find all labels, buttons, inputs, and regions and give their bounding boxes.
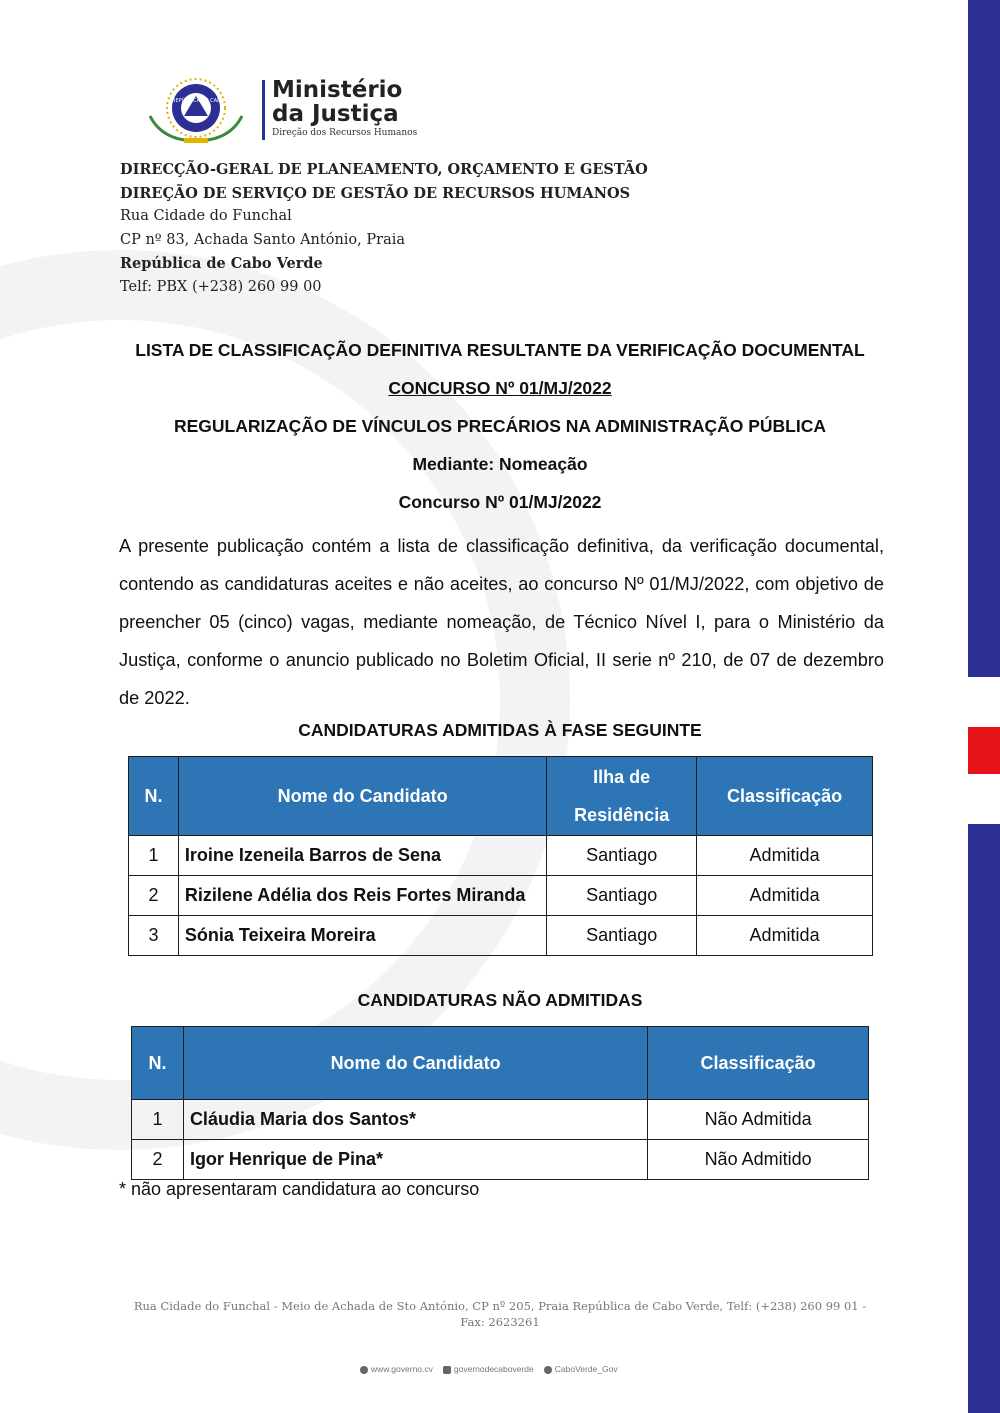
cell-n: 1: [129, 836, 179, 876]
logo-line-2: da Justiça: [272, 101, 399, 127]
address-line: Rua Cidade do Funchal: [120, 208, 292, 225]
facebook-label: governodecaboverde: [453, 1364, 534, 1374]
web-label: www.governo.cv: [371, 1364, 433, 1374]
cell-n: 3: [129, 916, 179, 956]
facebook-icon: [443, 1366, 451, 1374]
address-line: CP nº 83, Achada Santo António, Praia: [120, 231, 405, 248]
contest-reference-title: Concurso Nº 01/MJ/2022: [398, 492, 602, 512]
not-admitted-section-title: CANDIDATURAS NÃO ADMITIDAS: [357, 990, 643, 1010]
cell-island: Santiago: [547, 916, 697, 956]
table-row: [129, 876, 873, 916]
address-line: DIREÇÃO DE SERVIÇO DE GESTÃO DE RECURSOS HUMANOS: [120, 184, 631, 202]
admitted-table: [128, 756, 873, 956]
cell-classification: Admitida: [697, 916, 873, 956]
contest-number-title: CONCURSO Nº 01/MJ/2022: [388, 378, 612, 398]
cell-island: Santiago: [547, 876, 697, 916]
page-footer-address: Rua Cidade do Funchal - Meio de Achada de Sto António, CP nº 205, Praia República de Cabo Verde, Telf: (+238) 260 99 01 - Fax: 2623261: [133, 1299, 867, 1329]
table-header-row: [132, 1027, 869, 1100]
social-links: [360, 1364, 618, 1374]
side-stripe-blue-bottom: [968, 824, 1000, 1413]
not-admitted-table: [131, 1026, 869, 1180]
header-name: Nome do Candidato: [183, 1027, 647, 1100]
logo-divider: [262, 80, 265, 140]
header-classification: Classificação: [648, 1027, 869, 1100]
table-row: [129, 916, 873, 956]
cell-island: Santiago: [547, 836, 697, 876]
table-row: [132, 1100, 869, 1140]
document-title: LISTA DE CLASSIFICAÇÃO DEFINITIVA RESULTANTE DA VERIFICAÇÃO DOCUMENTAL: [135, 340, 865, 360]
address-line: República de Cabo Verde: [120, 255, 323, 273]
cell-classification: Não Admitida: [648, 1100, 869, 1140]
globe-icon: [360, 1366, 368, 1374]
cell-name: Rizilene Adélia dos Reis Fortes Miranda: [178, 876, 546, 916]
method-title: Mediante: Nomeação: [412, 454, 588, 474]
cell-name: Igor Henrique de Pina*: [183, 1140, 647, 1180]
cell-name: Sónia Teixeira Moreira: [178, 916, 546, 956]
twitter-icon: [544, 1366, 552, 1374]
sender-address: [120, 158, 648, 300]
logo-line-1: Ministério: [272, 77, 403, 103]
cell-classification: Não Admitido: [648, 1140, 869, 1180]
svg-text:REPÚBLICA DE CABO VERDE: REPÚBLICA DE CABO VERDE: [172, 98, 243, 104]
header-n: N.: [132, 1027, 184, 1100]
cell-n: 2: [129, 876, 179, 916]
cell-name: Iroine Izeneila Barros de Sena: [178, 836, 546, 876]
intro-paragraph: A presente publicação contém a lista de classificação definitiva, da verificação documental, contendo as candidaturas aceites e não aceites, ao concurso Nº 01/MJ/2022, com objetivo de preencher 05 (cinco) vagas, mediante nomeação, de Técnico Nível I, para o Ministério da Justiça, conforme o anuncio publicado no Boletim Oficial, II serie nº 210, de 07 de dezembro de 2022.: [119, 536, 884, 708]
address-line: DIRECÇÃO-GERAL DE PLANEAMENTO, ORÇAMENTO E GESTÃO: [120, 161, 648, 178]
subject-title: REGULARIZAÇÃO DE VÍNCULOS PRECÁRIOS NA ADMINISTRAÇÃO PÚBLICA: [173, 416, 827, 436]
twitter-link[interactable]: [544, 1364, 618, 1374]
address-line: Telf: PBX (+238) 260 99 00: [120, 278, 322, 295]
table-row: [132, 1140, 869, 1180]
twitter-label: CaboVerde_Gov: [554, 1364, 618, 1374]
cell-name: Cláudia Maria dos Santos*: [183, 1100, 647, 1140]
footnote: * não apresentaram candidatura ao concurso: [119, 1179, 480, 1199]
header-island: Ilha de Residência: [547, 757, 697, 836]
side-stripe-red: [968, 727, 1000, 774]
cell-classification: Admitida: [697, 836, 873, 876]
logo-wordmark: [272, 78, 417, 138]
header-classification: Classificação: [697, 757, 873, 836]
header-n: N.: [129, 757, 179, 836]
header-name: Nome do Candidato: [178, 757, 546, 836]
web-link[interactable]: [360, 1364, 433, 1374]
facebook-link[interactable]: [443, 1364, 534, 1374]
cell-n: 1: [132, 1100, 184, 1140]
table-row: [129, 836, 873, 876]
cell-classification: Admitida: [697, 876, 873, 916]
admitted-section-title: CANDIDATURAS ADMITIDAS À FASE SEGUINTE: [298, 720, 702, 740]
table-header-row: [129, 757, 873, 836]
cell-n: 2: [132, 1140, 184, 1180]
side-stripe-blue-top: [968, 0, 1000, 677]
logo-line-3: Direção dos Recursos Humanos: [272, 128, 418, 138]
